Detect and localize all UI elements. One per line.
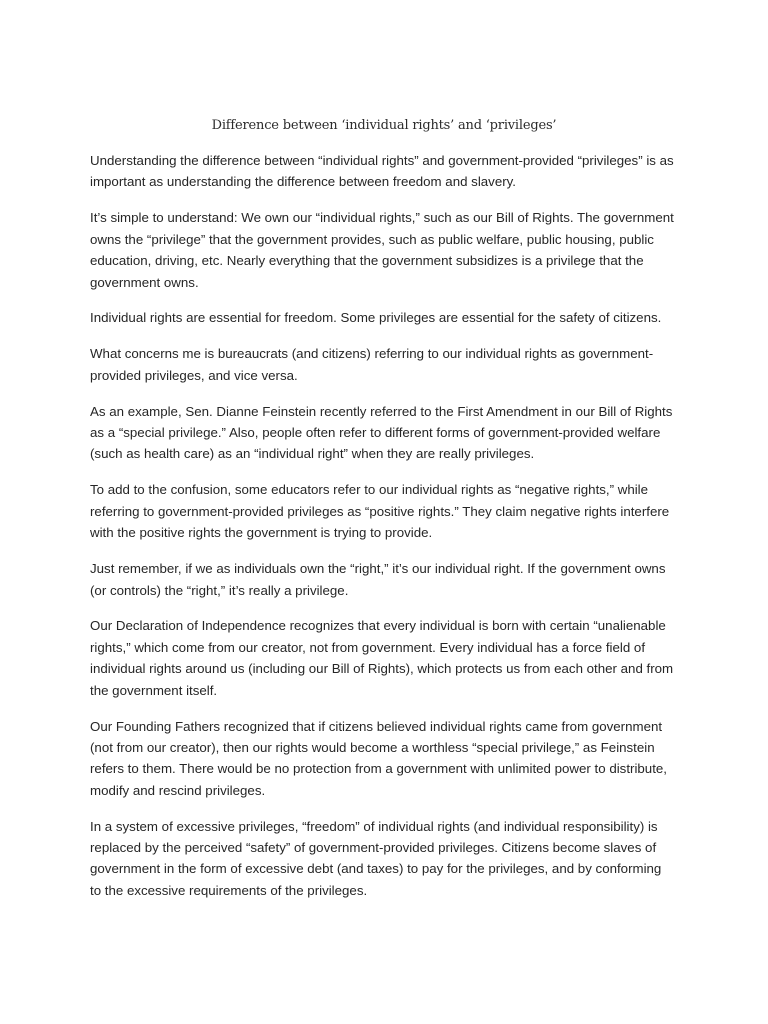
paragraph-9: Our Founding Fathers recognized that if citizens believed individual rights came from government (not from our creator), then our rights would become a worthless “special privilege,” as Feinstein refers to them. There would be no protection from a government with unlimited power to distribute, modify and rescind privileges.	[90, 718, 667, 798]
paragraph-8: Our Declaration of Independence recognizes that every individual is born with certain “unalienable rights,” which come from our creator, not from government. Every individual has a force field of individual rights around us (including our Bill of Rights), which protects us from each other and from the government itself.	[90, 618, 674, 698]
document-body	[90, 150, 674, 916]
paragraph-10: In a system of excessive privileges, “freedom” of individual rights (and individual responsibility) is replaced by the perceived “safety” of government-provided privileges. Citizens become slaves of government in the form of excessive debt (and taxes) to pay for the privileges, and by conforming to the excessive requirements of the privileges.	[90, 818, 662, 898]
paragraph-6: To add to the confusion, some educators refer to our individual rights as “negative rights,” while referring to government-provided privileges as “positive rights.” They claim negative rights interfere with the positive rights the government is trying to provide.	[90, 482, 670, 541]
paragraph-7: Just remember, if we as individuals own the “right,” it’s our individual right. If the government owns (or controls) the “right,” it’s really a privilege.	[90, 561, 666, 598]
paragraph-4: What concerns me is bureaucrats (and citizens) referring to our individual rights as government-provided privileges, and vice versa.	[90, 346, 654, 383]
paragraph-2: It’s simple to understand: We own our “individual rights,” such as our Bill of Rights. The government owns the “privilege” that the government provides, such as public welfare, public housing, public education, driving, etc. Nearly everything that the government subsidizes is a privilege that the government owns.	[90, 210, 674, 290]
paragraph-5: As an example, Sen. Dianne Feinstein recently referred to the First Amendment in our Bill of Rights as a “special privilege.” Also, people often refer to different forms of government-provided welfare (such as health care) as an “individual right” when they are really privileges.	[90, 403, 673, 462]
paragraph-3: Individual rights are essential for freedom. Some privileges are essential for the safety of citizens.	[90, 310, 662, 326]
document-title: Difference between ‘individual rights’ and ‘privileges’	[211, 118, 557, 133]
paragraph-1: Understanding the difference between “individual rights” and government-provided “privileges” is as important as understanding the difference between freedom and slavery.	[90, 153, 674, 190]
